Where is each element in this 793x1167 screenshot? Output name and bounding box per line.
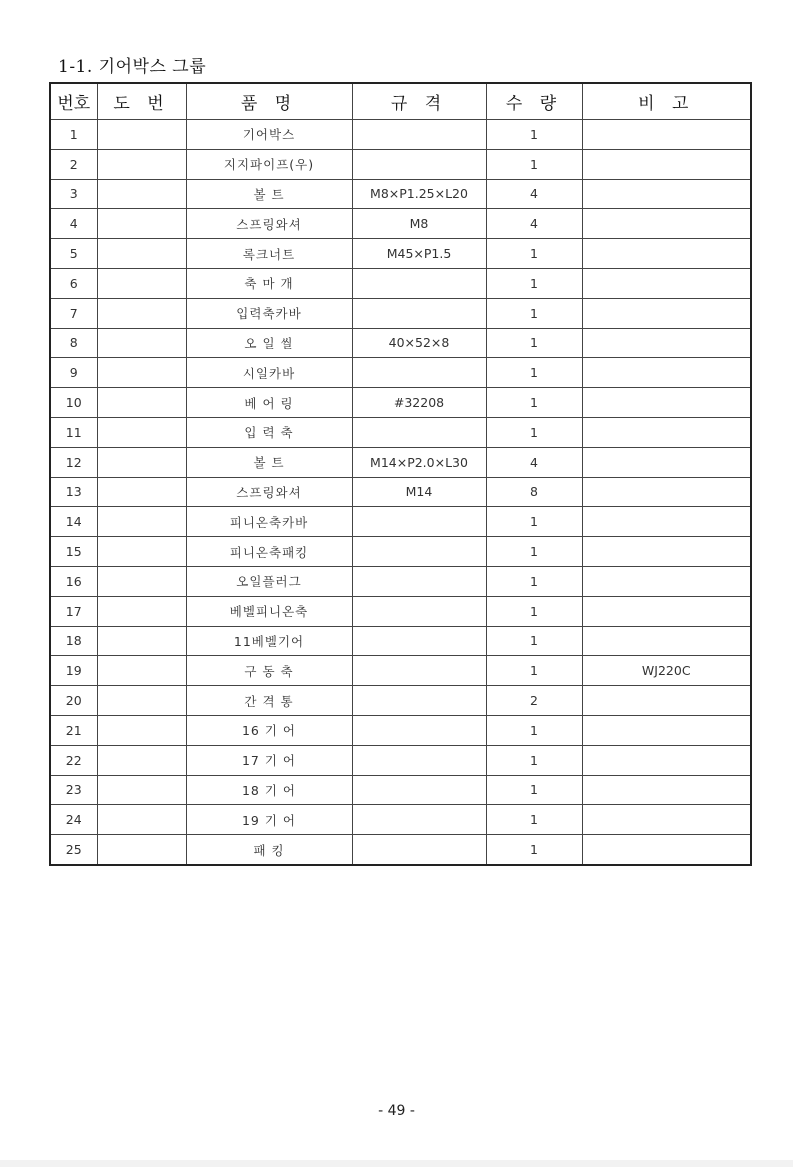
- cell-drawing-number: [97, 447, 186, 477]
- cell-note: [582, 328, 751, 358]
- cell-drawing-number: [97, 537, 186, 567]
- cell-note: [582, 149, 751, 179]
- cell-part-name: 축 마 개: [186, 268, 352, 298]
- cell-note: [582, 566, 751, 596]
- cell-drawing-number: [97, 775, 186, 805]
- parts-table-header: [50, 83, 751, 120]
- cell-part-name: 오일플러그: [186, 566, 352, 596]
- cell-quantity: 1: [486, 358, 582, 388]
- cell-spec: 40×52×8: [352, 328, 486, 358]
- cell-quantity: 4: [486, 209, 582, 239]
- cell-note: [582, 775, 751, 805]
- cell-drawing-number: [97, 209, 186, 239]
- cell-part-name: 베 어 링: [186, 388, 352, 418]
- cell-number: 4: [50, 209, 97, 239]
- header-quantity: 수 량: [486, 83, 582, 120]
- cell-spec: [352, 120, 486, 150]
- table-row: [50, 626, 751, 656]
- cell-spec: M8: [352, 209, 486, 239]
- cell-spec: [352, 686, 486, 716]
- cell-part-name: 11베벨기어: [186, 626, 352, 656]
- table-row: [50, 239, 751, 269]
- table-row: [50, 328, 751, 358]
- cell-part-name: 스프링와셔: [186, 209, 352, 239]
- cell-number: 8: [50, 328, 97, 358]
- cell-drawing-number: [97, 179, 186, 209]
- header-number: 번호: [50, 83, 97, 120]
- cell-part-name: 피니온축카바: [186, 507, 352, 537]
- cell-number: 12: [50, 447, 97, 477]
- cell-number: 25: [50, 835, 97, 865]
- table-row: [50, 209, 751, 239]
- cell-quantity: 1: [486, 388, 582, 418]
- cell-quantity: 1: [486, 775, 582, 805]
- table-row: [50, 298, 751, 328]
- table-row: [50, 417, 751, 447]
- cell-quantity: 1: [486, 507, 582, 537]
- section-title: 1-1. 기어박스 그룹: [58, 57, 207, 77]
- cell-quantity: 1: [486, 805, 582, 835]
- cell-number: 1: [50, 120, 97, 150]
- cell-part-name: 시일카바: [186, 358, 352, 388]
- cell-part-name: 록크너트: [186, 239, 352, 269]
- cell-part-name: 18 기 어: [186, 775, 352, 805]
- cell-spec: [352, 745, 486, 775]
- cell-drawing-number: [97, 656, 186, 686]
- table-row: [50, 268, 751, 298]
- header-row: [50, 83, 751, 120]
- cell-quantity: 1: [486, 566, 582, 596]
- cell-note: [582, 835, 751, 865]
- cell-spec: [352, 358, 486, 388]
- cell-drawing-number: [97, 507, 186, 537]
- cell-note: [582, 537, 751, 567]
- cell-quantity: 1: [486, 626, 582, 656]
- header-drawing-number: 도 번: [97, 83, 186, 120]
- cell-drawing-number: [97, 149, 186, 179]
- cell-drawing-number: [97, 120, 186, 150]
- cell-number: 6: [50, 268, 97, 298]
- cell-spec: [352, 298, 486, 328]
- cell-number: 5: [50, 239, 97, 269]
- cell-part-name: 볼 트: [186, 179, 352, 209]
- cell-spec: [352, 417, 486, 447]
- header-spec: 규 격: [352, 83, 486, 120]
- cell-quantity: 4: [486, 447, 582, 477]
- cell-number: 22: [50, 745, 97, 775]
- cell-spec: [352, 775, 486, 805]
- cell-spec: [352, 596, 486, 626]
- header-note: 비 고: [582, 83, 751, 120]
- table-row: [50, 447, 751, 477]
- cell-note: [582, 745, 751, 775]
- cell-note: [582, 417, 751, 447]
- table-row: [50, 775, 751, 805]
- cell-note: [582, 805, 751, 835]
- cell-part-name: 19 기 어: [186, 805, 352, 835]
- scan-bottom-edge: [0, 1160, 793, 1167]
- table-row: [50, 596, 751, 626]
- cell-number: 24: [50, 805, 97, 835]
- cell-drawing-number: [97, 358, 186, 388]
- cell-spec: [352, 268, 486, 298]
- cell-quantity: 1: [486, 239, 582, 269]
- table-row: [50, 537, 751, 567]
- cell-number: 20: [50, 686, 97, 716]
- cell-drawing-number: [97, 835, 186, 865]
- cell-drawing-number: [97, 745, 186, 775]
- cell-number: 18: [50, 626, 97, 656]
- cell-spec: [352, 805, 486, 835]
- cell-drawing-number: [97, 388, 186, 418]
- cell-part-name: 기어박스: [186, 120, 352, 150]
- cell-spec: [352, 835, 486, 865]
- cell-quantity: 1: [486, 715, 582, 745]
- cell-number: 21: [50, 715, 97, 745]
- table-row: [50, 179, 751, 209]
- cell-drawing-number: [97, 715, 186, 745]
- cell-number: 15: [50, 537, 97, 567]
- cell-drawing-number: [97, 626, 186, 656]
- table-row: [50, 477, 751, 507]
- cell-note: [582, 298, 751, 328]
- cell-quantity: 1: [486, 120, 582, 150]
- cell-spec: M14×P2.0×L30: [352, 447, 486, 477]
- parts-table-body: [50, 120, 751, 865]
- cell-note: [582, 686, 751, 716]
- cell-note: [582, 477, 751, 507]
- cell-part-name: 간 격 통: [186, 686, 352, 716]
- cell-note: [582, 239, 751, 269]
- table-row: [50, 715, 751, 745]
- table-row: [50, 507, 751, 537]
- cell-quantity: 1: [486, 835, 582, 865]
- cell-note: [582, 268, 751, 298]
- cell-note: [582, 388, 751, 418]
- cell-drawing-number: [97, 566, 186, 596]
- cell-part-name: 16 기 어: [186, 715, 352, 745]
- cell-drawing-number: [97, 805, 186, 835]
- cell-note: [582, 626, 751, 656]
- cell-part-name: 구 동 축: [186, 656, 352, 686]
- cell-spec: [352, 507, 486, 537]
- cell-quantity: 1: [486, 596, 582, 626]
- cell-note: [582, 209, 751, 239]
- cell-number: 17: [50, 596, 97, 626]
- cell-number: 11: [50, 417, 97, 447]
- cell-note: WJ220C: [582, 656, 751, 686]
- cell-quantity: 1: [486, 745, 582, 775]
- cell-quantity: 1: [486, 417, 582, 447]
- cell-part-name: 지지파이프(우): [186, 149, 352, 179]
- cell-part-name: 패 킹: [186, 835, 352, 865]
- cell-drawing-number: [97, 477, 186, 507]
- cell-note: [582, 120, 751, 150]
- cell-number: 14: [50, 507, 97, 537]
- cell-number: 19: [50, 656, 97, 686]
- cell-number: 13: [50, 477, 97, 507]
- cell-number: 7: [50, 298, 97, 328]
- cell-drawing-number: [97, 686, 186, 716]
- cell-drawing-number: [97, 596, 186, 626]
- cell-part-name: 피니온축패킹: [186, 537, 352, 567]
- cell-quantity: 1: [486, 298, 582, 328]
- cell-spec: M8×P1.25×L20: [352, 179, 486, 209]
- cell-quantity: 8: [486, 477, 582, 507]
- cell-drawing-number: [97, 328, 186, 358]
- cell-spec: M45×P1.5: [352, 239, 486, 269]
- table-row: [50, 805, 751, 835]
- cell-part-name: 스프링와셔: [186, 477, 352, 507]
- table-row: [50, 120, 751, 150]
- cell-part-name: 오 일 씰: [186, 328, 352, 358]
- cell-number: 16: [50, 566, 97, 596]
- cell-number: 2: [50, 149, 97, 179]
- cell-quantity: 1: [486, 268, 582, 298]
- cell-number: 9: [50, 358, 97, 388]
- cell-quantity: 1: [486, 328, 582, 358]
- cell-part-name: 볼 트: [186, 447, 352, 477]
- cell-quantity: 1: [486, 149, 582, 179]
- cell-spec: #32208: [352, 388, 486, 418]
- cell-note: [582, 507, 751, 537]
- parts-table: [49, 82, 752, 866]
- cell-spec: [352, 537, 486, 567]
- cell-quantity: 4: [486, 179, 582, 209]
- cell-drawing-number: [97, 268, 186, 298]
- cell-part-name: 입 력 축: [186, 417, 352, 447]
- cell-note: [582, 358, 751, 388]
- cell-part-name: 17 기 어: [186, 745, 352, 775]
- cell-note: [582, 179, 751, 209]
- cell-spec: [352, 715, 486, 745]
- table-row: [50, 656, 751, 686]
- cell-number: 3: [50, 179, 97, 209]
- header-part-name: 품 명: [186, 83, 352, 120]
- table-row: [50, 358, 751, 388]
- cell-spec: [352, 566, 486, 596]
- cell-quantity: 1: [486, 537, 582, 567]
- cell-quantity: 1: [486, 656, 582, 686]
- cell-note: [582, 596, 751, 626]
- cell-spec: [352, 656, 486, 686]
- table-row: [50, 566, 751, 596]
- cell-drawing-number: [97, 239, 186, 269]
- cell-drawing-number: [97, 298, 186, 328]
- cell-spec: [352, 149, 486, 179]
- cell-spec: M14: [352, 477, 486, 507]
- cell-drawing-number: [97, 417, 186, 447]
- cell-number: 23: [50, 775, 97, 805]
- cell-part-name: 입력축카바: [186, 298, 352, 328]
- table-row: [50, 835, 751, 865]
- page-number: - 49 -: [378, 1103, 415, 1119]
- table-row: [50, 149, 751, 179]
- cell-spec: [352, 626, 486, 656]
- table-row: [50, 686, 751, 716]
- cell-quantity: 2: [486, 686, 582, 716]
- table-row: [50, 388, 751, 418]
- cell-note: [582, 447, 751, 477]
- cell-note: [582, 715, 751, 745]
- cell-number: 10: [50, 388, 97, 418]
- table-row: [50, 745, 751, 775]
- cell-part-name: 베벨피니온축: [186, 596, 352, 626]
